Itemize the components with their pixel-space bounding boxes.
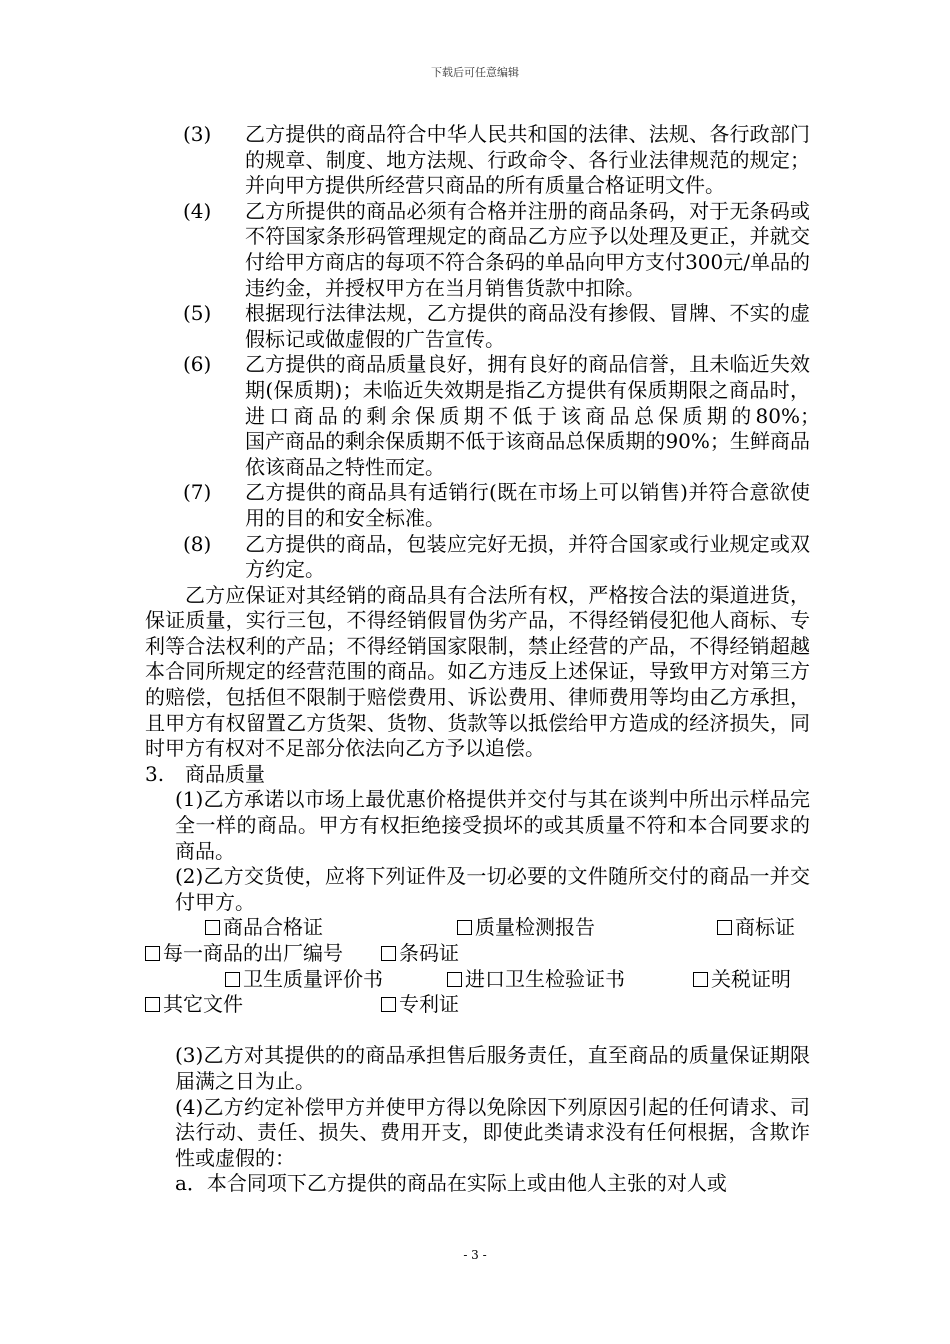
- checkbox-item[interactable]: 进口卫生检验证书: [447, 967, 625, 993]
- checkbox-icon[interactable]: [381, 946, 396, 961]
- checkbox-item[interactable]: 每一商品的出厂编号: [145, 941, 343, 967]
- item-number: (5): [183, 301, 212, 326]
- list-item: [145, 301, 810, 352]
- list-item: [145, 532, 810, 583]
- item-number: (8): [183, 531, 212, 556]
- checkbox-item[interactable]: 条码证: [381, 941, 459, 967]
- item-number: (4): [183, 198, 212, 223]
- quality-clause-3: (3)乙方对其提供的的商品承担售后服务责任，直至商品的质量保证期限届满之日为止。: [175, 1043, 810, 1093]
- section-title: 商品质量: [185, 761, 265, 786]
- warranty-paragraph: 乙方应保证对其经销的商品具有合法所有权，严格按合法的渠道进货，保证质量，实行三包，不得经销假冒伪劣产品，不得经销侵犯他人商标、专利等合法权利的产品；不得经销国家限制，禁止经营的产品，不得经销超越本合同所规定的经营范围的商品。如乙方违反上述保证，导致甲方对第三方的赔偿，包括但不限制于赔偿费用、诉讼费用、律师费用等均由乙方承担，且甲方有权留置乙方货架、货物、货款等以抵偿给甲方造成的经济损失，同时甲方有权对不足部分依法向乙方予以追偿。: [145, 582, 810, 761]
- page-number: - 3 -: [463, 1248, 487, 1262]
- checkbox-icon[interactable]: [717, 920, 732, 935]
- spacer: [145, 1018, 810, 1044]
- checkbox-item[interactable]: 关税证明: [693, 967, 791, 993]
- item-text: 乙方提供的商品具有适销行(既在市场上可以销售)并符合意欲使用的目的和安全标准。: [245, 480, 810, 530]
- page-header: 下载后可任意编辑: [431, 66, 519, 79]
- quality-clause-2: (2)乙方交货使，应将下列证件及一切必要的文件随所交付的商品一并交付甲方。: [175, 864, 810, 914]
- checkbox-icon[interactable]: [447, 972, 462, 987]
- item-text: 乙方提供的商品，包装应完好无损，并符合国家或行业规定或双方约定。: [245, 531, 810, 582]
- checkbox-icon[interactable]: [381, 997, 396, 1012]
- item-number: (3): [183, 122, 212, 146]
- checkbox-item[interactable]: 卫生质量评价书: [225, 967, 383, 993]
- checkbox-item[interactable]: 质量检测报告: [457, 915, 595, 941]
- document-checklist: [145, 915, 810, 1017]
- checkbox-icon[interactable]: [457, 920, 472, 935]
- section-number: 3.: [145, 761, 165, 786]
- checkbox-item[interactable]: 其它文件: [145, 992, 243, 1018]
- checkbox-icon[interactable]: [225, 972, 240, 987]
- list-item: [145, 480, 810, 531]
- checkbox-item[interactable]: 商品合格证: [205, 915, 323, 941]
- quality-clause-1: (1)乙方承诺以市场上最优惠价格提供并交付与其在谈判中所出示样品完全一样的商品。甲方有权拒绝接受损坏的或其质量不符和本合同要求的商品。: [175, 787, 810, 863]
- item-number: (7): [183, 480, 212, 505]
- item-text: 根据现行法律法规，乙方提供的商品没有掺假、冒牌、不实的虚假标记或做虚假的广告宣传。: [245, 301, 810, 351]
- list-item: [145, 352, 890, 480]
- checkbox-icon[interactable]: [205, 920, 220, 935]
- item-text: 乙方所提供的商品必须有合格并注册的商品条码，对于无条码或不符国家条形码管理规定的商品乙方应予以处理及更正，并就交付给甲方商店的每项不符合条码的单品向甲方支付300元/单品的违约金，并授权甲方在当月销售货款中扣除。: [245, 198, 810, 300]
- item-text: 乙方提供的商品符合中华人民共和国的法律、法规、各行政部门的规章、制度、地方法规、行政命令、各行业法律规范的规定；并向甲方提供所经营只商品的所有质量合格证明文件。: [245, 122, 810, 198]
- section-heading: [145, 762, 810, 788]
- quality-clause-4: (4)乙方约定补偿甲方并使甲方得以免除因下列原因引起的任何请求、司法行动、责任、损失、费用开支，即使此类请求没有任何根据，含欺诈性或虚假的：: [175, 1094, 810, 1170]
- quality-clause-4a: a．本合同项下乙方提供的商品在实际上或由他人主张的对人或: [175, 1171, 727, 1196]
- document-body: [145, 122, 890, 1197]
- checkbox-icon[interactable]: [145, 946, 160, 961]
- item-number: (6): [183, 352, 212, 377]
- checkbox-icon[interactable]: [693, 972, 708, 987]
- list-item: [145, 199, 810, 301]
- item-text: 乙方提供的商品质量良好，拥有良好的商品信誉，且未临近失效期(保质期)；未临近失效期是指乙方提供有保质期限之商品时，进口商品的剩余保质期不低于该商品总保质期的80%； 国产商品的剩余保质期不低于该商品总保质期的90%；生鲜商品依该商品之特性而定。: [245, 352, 890, 479]
- checkbox-item[interactable]: 专利证: [381, 992, 459, 1018]
- checkbox-item[interactable]: 商标证: [717, 915, 795, 941]
- checkbox-icon[interactable]: [145, 997, 160, 1012]
- list-item: [145, 122, 810, 199]
